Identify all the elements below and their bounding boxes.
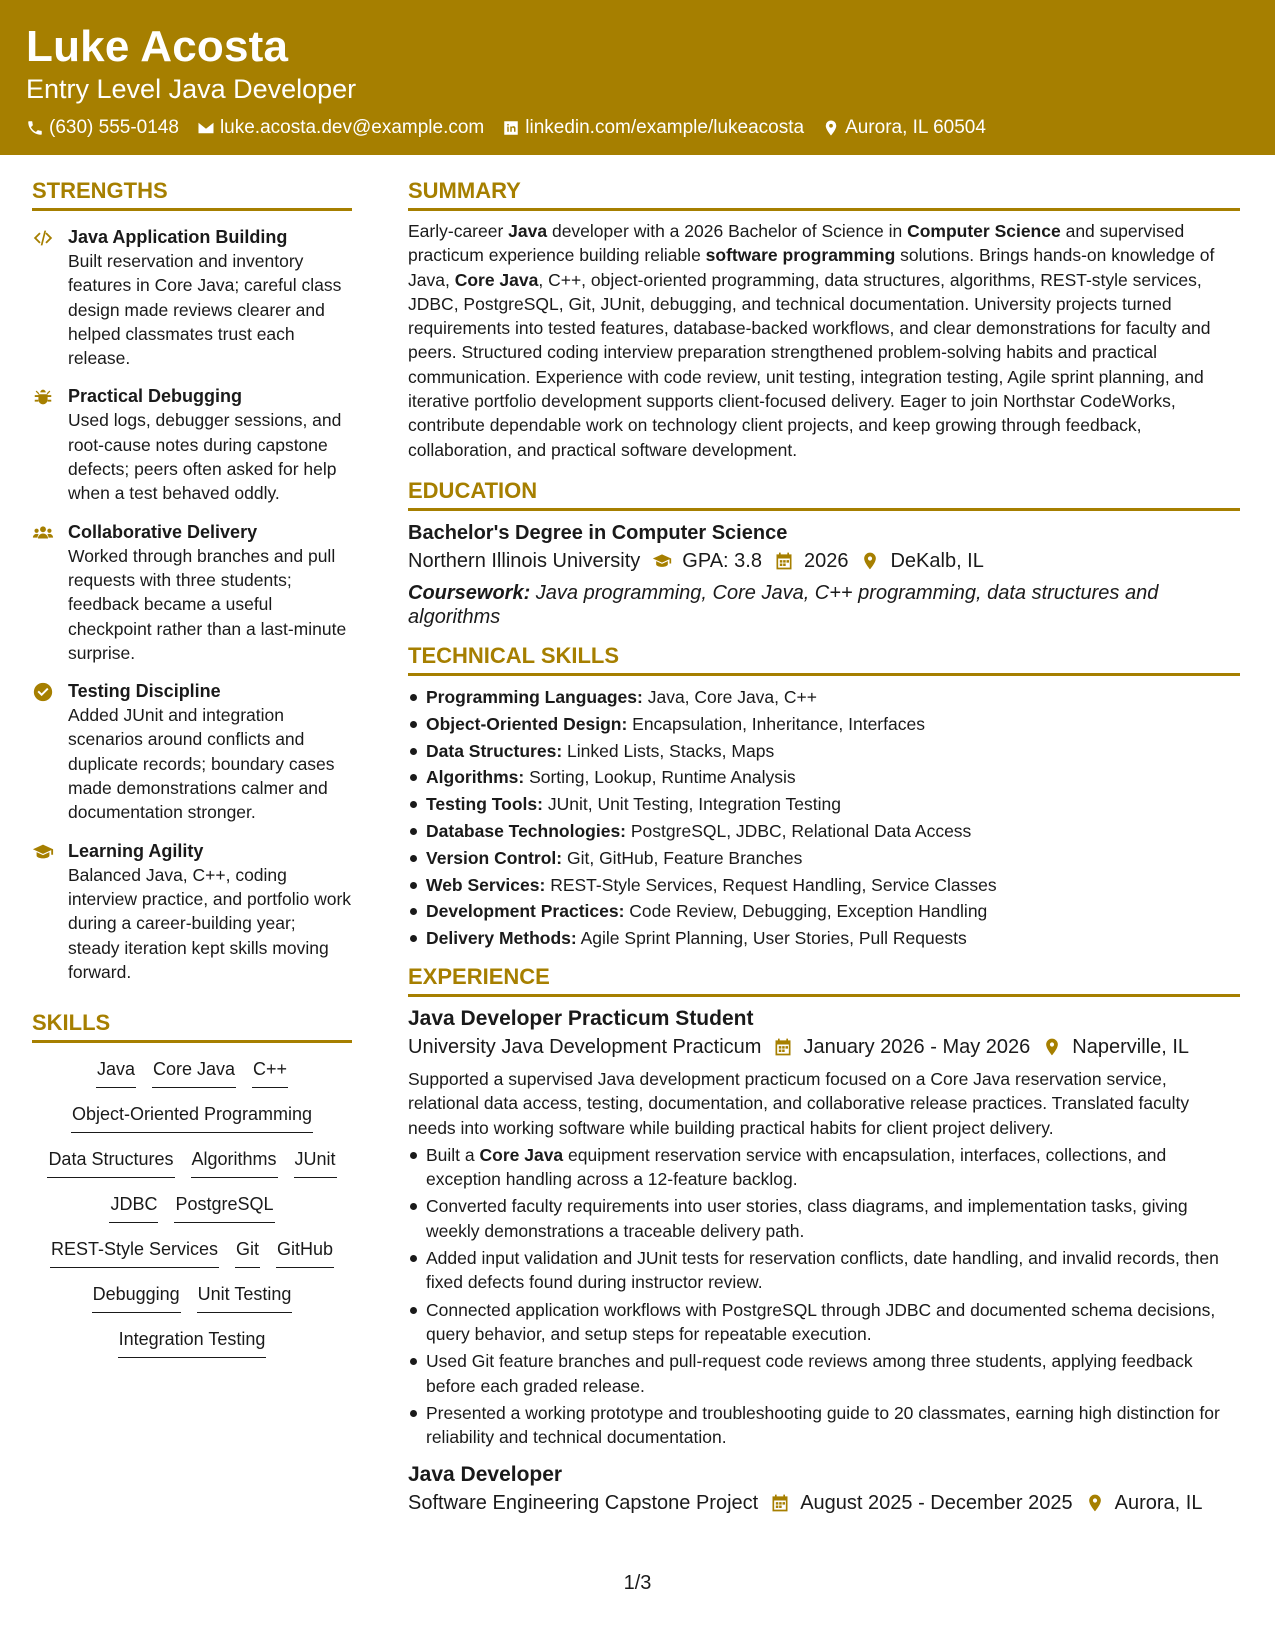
strength-item <box>32 225 352 370</box>
resume-header <box>0 0 1275 155</box>
strength-title: Practical Debugging <box>68 386 243 407</box>
skill-tag: Java <box>96 1057 136 1088</box>
candidate-name: Luke Acosta <box>26 22 289 71</box>
year-text: 2026 <box>803 549 849 572</box>
skills-heading: SKILLS <box>32 1008 352 1043</box>
contact-email[interactable] <box>197 116 484 140</box>
graduation-cap-icon <box>652 551 672 571</box>
location-text: Aurora, IL 60504 <box>845 117 986 138</box>
code-icon <box>32 227 54 249</box>
map-pin-icon <box>1042 1037 1062 1057</box>
strength-desc: Balanced Java, C++, coding interview practice, and portfolio work during a career-building year; steady iteration kept skills moving forward. <box>68 864 352 982</box>
list-item: Development Practices: Code Review, Debugging, Exception Handling <box>408 898 1240 925</box>
calendar-icon <box>774 551 794 571</box>
list-item: Used Git feature branches and pull-request code reviews among three students, applying feedback before each graded release. <box>408 1349 1240 1398</box>
contact-phone[interactable] <box>26 116 179 140</box>
skill-tag: JDBC <box>109 1192 158 1223</box>
users-icon <box>32 522 54 544</box>
summary-text: Early-career Java developer with a 2026 Bachelor of Science in Computer Science and supervised practicum experience building reliable software programming solutions. Brings hands-on knowledge of Java, Core Java, C++, object-oriented programming, data structures, algorithms, REST-style services, JDBC, PostgreSQL, Git, JUnit, debugging, and technical documentation. University projects turned requirements into tested features, database-backed workflows, and clear demonstrations for faculty and peers. Structured coding interview preparation strengthened problem-solving habits and practical communication. Experience with code review, unit testing, integration testing, Agile sprint planning, and iterative portfolio development supports client-focused delivery. Eager to join Northstar CodeWorks, contribute dependable work on technology client projects, and keep growing through feedback, collaboration, and practical software development. <box>408 221 1215 460</box>
degree-title: Bachelor's Degree in Computer Science <box>408 521 788 544</box>
list-item: Converted faculty requirements into user stories, class diagrams, and implementation tasks, giving weekly demonstrations a traceable delivery path. <box>408 1194 1240 1243</box>
skill-tag: Core Java <box>152 1057 236 1088</box>
skill-tag: C++ <box>252 1057 288 1088</box>
list-item: Testing Tools: JUnit, Unit Testing, Integration Testing <box>408 791 1240 818</box>
skill-tag: JUnit <box>294 1147 337 1178</box>
list-item: Algorithms: Sorting, Lookup, Runtime Analysis <box>408 764 1240 791</box>
skill-tag: Git <box>235 1237 260 1268</box>
strength-item <box>32 839 352 984</box>
list-item: Presented a working prototype and troubleshooting guide to 20 classmates, earning high distinction for reliability and technical documentation. <box>408 1401 1240 1450</box>
bug-icon <box>32 386 54 408</box>
calendar-icon <box>770 1493 790 1513</box>
strength-title: Collaborative Delivery <box>68 521 258 542</box>
technical-skills-list <box>408 684 1240 952</box>
coursework-text: Coursework: Java programming, Core Java, C++ programming, data structures and algorithms <box>408 581 1159 628</box>
page-number: 1/3 <box>623 1572 652 1594</box>
skills-list <box>32 1057 352 1372</box>
job-bullets <box>408 1143 1240 1450</box>
list-item: Built a Core Java equipment reservation service with encapsulation, interfaces, collections, and exception handling across a 12-feature backlog. <box>408 1143 1240 1192</box>
job-dates: January 2026 - May 2026 <box>803 1035 1031 1058</box>
strength-desc: Built reservation and inventory features in Core Java; careful class design made reviews clearer and helped classmates trust each release. <box>68 251 342 369</box>
gpa-text: GPA: 3.8 <box>682 549 762 572</box>
list-item: Version Control: Git, GitHub, Feature Branches <box>408 845 1240 872</box>
school-name: Northern Illinois University <box>408 549 641 572</box>
strength-title: Testing Discipline <box>68 681 221 702</box>
phone-text: (630) 555-0148 <box>49 117 179 138</box>
education-meta <box>408 547 1240 575</box>
calendar-icon <box>773 1037 793 1057</box>
job-org: University Java Development Practicum <box>408 1035 762 1058</box>
skill-tag: REST-Style Services <box>50 1237 219 1268</box>
skill-tag: Unit Testing <box>197 1282 293 1313</box>
strengths-heading: STRENGTHS <box>32 176 352 211</box>
skill-tag: Debugging <box>92 1282 181 1313</box>
contact-row <box>26 116 1249 140</box>
list-item: Added input validation and JUnit tests for reservation conflicts, date handling, and invalid records, then fixed defects found during instructor review. <box>408 1246 1240 1295</box>
strength-desc: Used logs, debugger sessions, and root-cause notes during capstone defects; peers often asked for help when a test behaved oddly. <box>68 410 342 504</box>
list-item: Delivery Methods: Agile Sprint Planning, User Stories, Pull Requests <box>408 925 1240 952</box>
school-location: DeKalb, IL <box>890 549 984 572</box>
list-item: Object-Oriented Design: Encapsulation, Inheritance, Interfaces <box>408 711 1240 738</box>
map-pin-icon <box>822 119 840 137</box>
graduation-cap-icon <box>32 841 54 863</box>
list-item: Programming Languages: Java, Core Java, C++ <box>408 684 1240 711</box>
list-item: Connected application workflows with PostgreSQL through JDBC and documented schema decisions, query behavior, and setup steps for repeatable execution. <box>408 1298 1240 1347</box>
list-item: Web Services: REST-Style Services, Request Handling, Service Classes <box>408 872 1240 899</box>
list-item: Data Structures: Linked Lists, Stacks, Maps <box>408 738 1240 765</box>
check-circle-icon <box>32 681 54 703</box>
candidate-title: Entry Level Java Developer <box>26 74 357 104</box>
job-description: Supported a supervised Java development practicum focused on a Core Java reservation service, relational data access, testing, documentation, and collaborative release practices. Translated faculty needs into working software while building practical habits for client project delivery. <box>408 1068 1190 1138</box>
summary-heading: SUMMARY <box>408 176 1240 211</box>
job-role: Java Developer <box>408 1463 563 1487</box>
left-column <box>32 176 352 1372</box>
map-pin-icon <box>860 551 880 571</box>
experience-heading: EXPERIENCE <box>408 962 1240 997</box>
job-meta <box>408 1489 1240 1517</box>
job-dates: August 2025 - December 2025 <box>800 1492 1073 1515</box>
envelope-icon <box>197 119 215 137</box>
map-pin-icon <box>1085 1493 1105 1513</box>
linkedin-icon <box>502 119 520 137</box>
contact-linkedin[interactable] <box>502 116 804 140</box>
phone-icon <box>26 119 44 137</box>
strength-item <box>32 384 352 505</box>
technical-skills-heading: TECHNICAL SKILLS <box>408 641 1240 676</box>
job-location: Naperville, IL <box>1072 1035 1189 1058</box>
skill-tag: Algorithms <box>191 1147 278 1178</box>
job-meta <box>408 1033 1240 1061</box>
email-text: luke.acosta.dev@example.com <box>219 117 485 138</box>
list-item: Database Technologies: PostgreSQL, JDBC, Relational Data Access <box>408 818 1240 845</box>
strength-item <box>32 679 352 824</box>
contact-location <box>822 116 986 140</box>
strength-desc: Worked through branches and pull requests with three students; feedback became a useful checkpoint rather than a last-minute surprise. <box>68 545 347 663</box>
skill-tag: Data Structures <box>47 1147 174 1178</box>
strength-title: Java Application Building <box>68 227 288 247</box>
right-column <box>408 176 1240 1517</box>
linkedin-text: linkedin.com/example/lukeacosta <box>525 117 805 138</box>
job-location: Aurora, IL <box>1114 1492 1203 1515</box>
job-org: Software Engineering Capstone Project <box>408 1492 759 1515</box>
strength-title: Learning Agility <box>68 840 204 861</box>
education-heading: EDUCATION <box>408 476 1240 511</box>
skill-tag: GitHub <box>276 1237 334 1268</box>
strength-item <box>32 520 352 665</box>
job-role: Java Developer Practicum Student <box>408 1006 754 1030</box>
skill-tag: Integration Testing <box>118 1327 267 1358</box>
strength-desc: Added JUnit and integration scenarios around conflicts and duplicate records; boundary cases made demonstrations calmer and documentation stronger. <box>68 705 335 823</box>
skill-tag: Object-Oriented Programming <box>71 1102 313 1133</box>
skill-tag: PostgreSQL <box>174 1192 274 1223</box>
